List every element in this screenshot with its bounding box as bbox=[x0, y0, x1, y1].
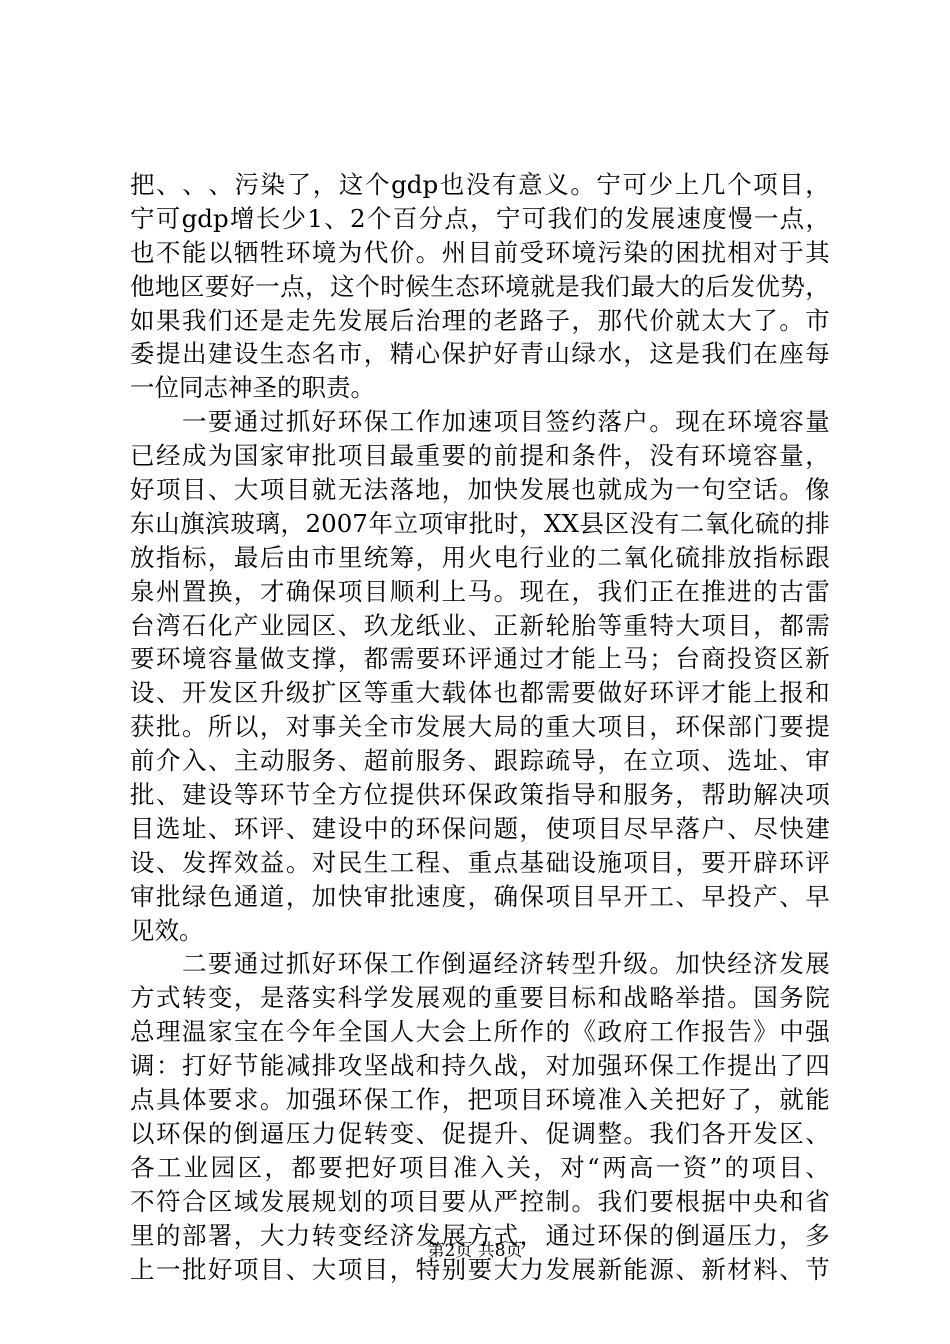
text-line: 如 果 我 们 还 是 走 先 发 展 后 治 理 的 老 路 子 ， 那 代 价 就 太 大 了 。 市 bbox=[130, 305, 830, 335]
text-line: 见效。 bbox=[130, 915, 204, 945]
text-line: 宁 可 gdp 增 长 少 1 、 2 个 百 分 点 ， 宁 可 我 们 的 发 展 速 度 慢 一 点 ， bbox=[130, 203, 830, 233]
text-line: 已 经 成 为 国 家 审 批 项 目 最 重 要 的 前 提 和 条 件 ， 没 有 环 境 容 量 ， bbox=[130, 441, 830, 471]
text-line: 把 、 、 、 污 染 了 ， 这 个 gdp 也 没 有 意 义 。 宁 可 少 上 几 个 项 目 ， bbox=[130, 170, 830, 199]
document-body bbox=[130, 168, 830, 1286]
text-line: 二 要 通 过 抓 好 环 保 工 作 倒 逼 经 济 转 型 升 级 。 加 快 经 济 发 展 bbox=[181, 949, 830, 979]
text-line: 里 的 部 署 ， 大 力 转 变 经 济 发 展 方 式 ， 通 过 环 保 的 倒 逼 压 力 ， 多 bbox=[130, 1220, 830, 1250]
text-line: 台 湾 石 化 产 业 园 区 、 玖 龙 纸 业 、 正 新 轮 胎 等 重 特 大 项 目 ， 都 需 bbox=[130, 610, 830, 640]
text-line: 放 指 标 ， 最 后 由 市 里 统 筹 ， 用 火 电 行 业 的 二 氧 化 硫 排 放 指 标 跟 bbox=[130, 542, 830, 572]
text-line: 委 提 出 建 设 生 态 名 市 ， 精 心 保 护 好 青 山 绿 水 ， 这 是 我 们 在 座 每 bbox=[130, 339, 830, 369]
text-line: 设 、 开 发 区 升 级 扩 区 等 重 大 载 体 也 都 需 要 做 好 环 评 才 能 上 报 和 bbox=[130, 678, 830, 708]
text-line: 调 ： 打 好 节 能 减 排 攻 坚 战 和 持 久 战 ， 对 加 强 环 保 工 作 提 出 了 四 bbox=[130, 1051, 830, 1081]
text-line: 各 工 业 园 区 ， 都 要 把 好 项 目 准 入 关 ， 对 “ 两 高 一 资 ” 的 项 目 、 bbox=[130, 1152, 830, 1182]
text-line: 东 山 旗 滨 玻 璃 ， 2007 年 立 项 审 批 时 ， XX 县 区 没 有 二 氧 化 硫 的 排 bbox=[130, 508, 830, 538]
text-line: 获 批 。 所 以 ， 对 事 关 全 市 发 展 大 局 的 重 大 项 目 ， 环 保 部 门 要 提 bbox=[130, 712, 830, 742]
text-line: 总 理 温 家 宝 在 今 年 全 国 人 大 会 上 所 作 的 《 政 府 工 作 报 告 》 中 强 bbox=[130, 1017, 830, 1047]
page-footer: 第2页 共8页 bbox=[427, 1241, 523, 1261]
text-line: 批 、 建 设 等 环 节 全 方 位 提 供 环 保 政 策 指 导 和 服 务 ， 帮 助 解 决 项 bbox=[130, 780, 830, 810]
text-line: 审 批 绿 色 通 道 ， 加 快 审 批 速 度 ， 确 保 项 目 早 开 工 、 早 投 产 、 早 bbox=[130, 881, 830, 911]
text-line: 要 环 境 容 量 做 支 撑 ， 都 需 要 环 评 通 过 才 能 上 马 ； 台 商 投 资 区 新 bbox=[130, 644, 830, 674]
text-line: 以 环 保 的 倒 逼 压 力 促 转 变 、 促 提 升 、 促 调 整 。 我 们 各 开 发 区 、 bbox=[130, 1118, 830, 1148]
text-line: 前 介 入 、 主 动 服 务 、 超 前 服 务 、 跟 踪 疏 导 ， 在 立 项 、 选 址 、 审 bbox=[130, 746, 830, 776]
text-line: 好 项 目 、 大 项 目 就 无 法 落 地 ， 加 快 发 展 也 就 成 为 一 句 空 话 。 像 bbox=[130, 475, 830, 505]
text-line: 目 选 址 、 环 评 、 建 设 中 的 环 保 问 题 ， 使 项 目 尽 早 落 户 、 尽 快 建 bbox=[130, 813, 830, 843]
text-line: 设 、 发 挥 效 益 。 对 民 生 工 程 、 重 点 基 础 设 施 项 目 ， 要 开 辟 环 评 bbox=[130, 847, 830, 877]
text-line: 一 要 通 过 抓 好 环 保 工 作 加 速 项 目 签 约 落 户 。 现 在 环 境 容 量 bbox=[181, 407, 830, 437]
text-line: 他 地 区 要 好 一 点 ， 这 个 时 候 生 态 环 境 就 是 我 们 最 大 的 后 发 优 势 ， bbox=[130, 271, 830, 301]
text-line: 也 不 能 以 牺 牲 环 境 为 代 价 。 州 目 前 受 环 境 污 染 的 困 扰 相 对 于 其 bbox=[130, 237, 830, 267]
text-line: 方 式 转 变 ， 是 落 实 科 学 发 展 观 的 重 要 目 标 和 战 略 举 措 。 国 务 院 bbox=[130, 983, 830, 1013]
text-line: 不 符 合 区 域 发 展 规 划 的 项 目 要 从 严 控 制 。 我 们 要 根 据 中 央 和 省 bbox=[130, 1186, 830, 1216]
text-line: 泉 州 置 换 ， 才 确 保 项 目 顺 利 上 马 。 现 在 ， 我 们 正 在 推 进 的 古 雷 bbox=[130, 576, 830, 606]
text-line: 点 具 体 要 求 。 加 强 环 保 工 作 ， 把 项 目 环 境 准 入 关 把 好 了 ， 就 能 bbox=[130, 1085, 830, 1115]
text-line: 上 一 批 好 项 目 、 大 项 目 ， 特 别 要 大 力 发 展 新 能 源 、 新 材 料 、 节 bbox=[130, 1254, 830, 1284]
text-line: 一位同志神圣的职责。 bbox=[130, 373, 375, 403]
